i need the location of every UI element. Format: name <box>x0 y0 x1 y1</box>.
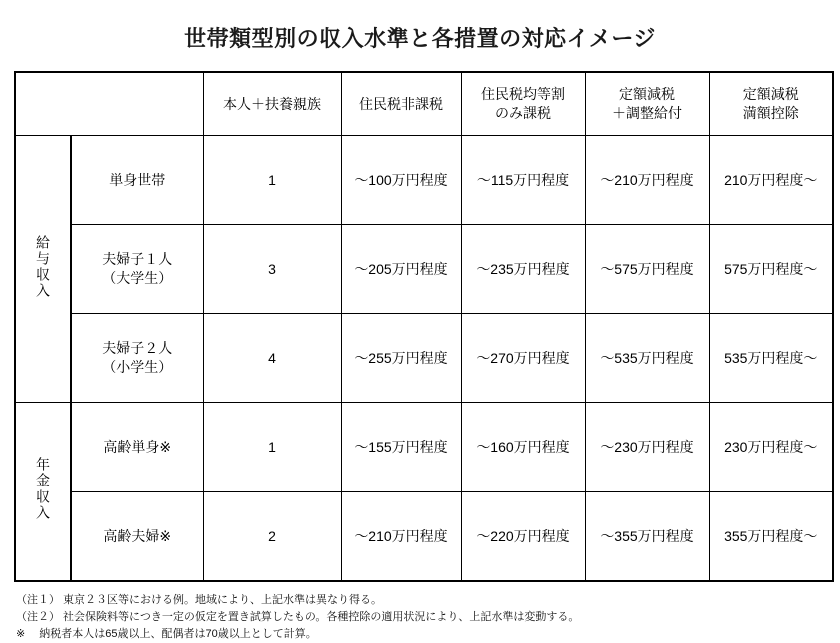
page-title: 世帯類型別の収入水準と各措置の対応イメージ <box>184 26 656 51</box>
fixed-cut-cell: 〜210万円程度 <box>585 136 709 225</box>
household-type-line2: （大学生） <box>102 270 173 286</box>
table-row <box>15 225 833 314</box>
header-cell-dependents: 本人＋扶養親族 <box>203 72 341 136</box>
group-label-pension-text: 年金収入 <box>35 457 52 522</box>
header-cell-flat-only <box>461 72 585 136</box>
full-cut-cell: 575万円程度〜 <box>709 225 833 314</box>
header-cell-fixed-cut <box>585 72 709 136</box>
header-row <box>15 72 833 136</box>
nontax-cell: 〜210万円程度 <box>341 492 461 582</box>
header-fixed-cut-line1: 定額減税 <box>619 86 675 103</box>
fixed-cut-cell: 〜230万円程度 <box>585 403 709 492</box>
dependents-cell: 1 <box>203 136 341 225</box>
header-cell-nontax: 住民税非課税 <box>341 72 461 136</box>
household-type-cell <box>71 225 203 314</box>
household-type-line1: 夫婦子１人 <box>102 251 173 268</box>
footnote-2: （注２） 社会保険料等につき一定の仮定を置き試算したもの。各種控除の適用状況により、上記水準は変動する。 <box>16 611 580 624</box>
table-body <box>15 136 833 582</box>
header-flat-only-line2: のみ課税 <box>495 105 551 121</box>
flat-only-cell: 〜220万円程度 <box>461 492 585 582</box>
header-full-cut-line1: 定額減税 <box>742 86 799 103</box>
full-cut-cell: 210万円程度〜 <box>709 136 833 225</box>
full-cut-cell: 535万円程度〜 <box>709 314 833 403</box>
table-row <box>15 403 833 492</box>
footnote-3: ※ 納税者本人は65歳以上、配偶者は70歳以上として計算。 <box>16 628 317 641</box>
flat-only-cell: 〜160万円程度 <box>461 403 585 492</box>
dependents-cell: 2 <box>203 492 341 582</box>
nontax-cell: 〜255万円程度 <box>341 314 461 403</box>
flat-only-cell: 〜270万円程度 <box>461 314 585 403</box>
nontax-cell: 〜100万円程度 <box>341 136 461 225</box>
header-flat-only-line1: 住民税均等割 <box>481 86 565 103</box>
full-cut-cell: 355万円程度〜 <box>709 492 833 582</box>
header-fixed-cut-line2: ＋調整給付 <box>612 105 682 121</box>
page-root <box>0 22 840 641</box>
household-type-cell <box>71 136 203 225</box>
flat-only-cell: 〜115万円程度 <box>461 136 585 225</box>
dependents-cell: 3 <box>203 225 341 314</box>
table-header <box>15 72 833 136</box>
fixed-cut-cell: 〜575万円程度 <box>585 225 709 314</box>
header-cell-blank <box>15 72 203 136</box>
nontax-cell: 〜155万円程度 <box>341 403 461 492</box>
household-type-cell <box>71 492 203 582</box>
full-cut-cell: 230万円程度〜 <box>709 403 833 492</box>
header-cell-full-cut <box>709 72 833 136</box>
nontax-cell: 〜205万円程度 <box>341 225 461 314</box>
table-row <box>15 136 833 225</box>
household-type-line1: 高齢夫婦※ <box>103 527 172 544</box>
dependents-cell: 4 <box>203 314 341 403</box>
household-type-line2: （小学生） <box>102 359 173 375</box>
header-full-cut-line2: 満額控除 <box>742 105 799 121</box>
household-type-cell <box>71 314 203 403</box>
group-label-salary <box>15 136 71 403</box>
fixed-cut-cell: 〜535万円程度 <box>585 314 709 403</box>
group-label-salary-text: 給与収入 <box>35 234 52 299</box>
household-type-cell <box>71 403 203 492</box>
footnotes <box>0 582 840 643</box>
dependents-cell: 1 <box>203 403 341 492</box>
footnote-1: （注１） 東京２３区等における例。地域により、上記水準は異なり得る。 <box>16 594 383 606</box>
household-type-line1: 単身世帯 <box>109 171 166 188</box>
income-levels-table <box>14 71 834 582</box>
group-label-pension <box>15 403 71 582</box>
table-row <box>15 492 833 582</box>
fixed-cut-cell: 〜355万円程度 <box>585 492 709 582</box>
table-container <box>0 71 840 582</box>
table-row <box>15 314 833 403</box>
household-type-line1: 夫婦子２人 <box>102 340 173 357</box>
flat-only-cell: 〜235万円程度 <box>461 225 585 314</box>
household-type-line1: 高齢単身※ <box>103 438 172 455</box>
